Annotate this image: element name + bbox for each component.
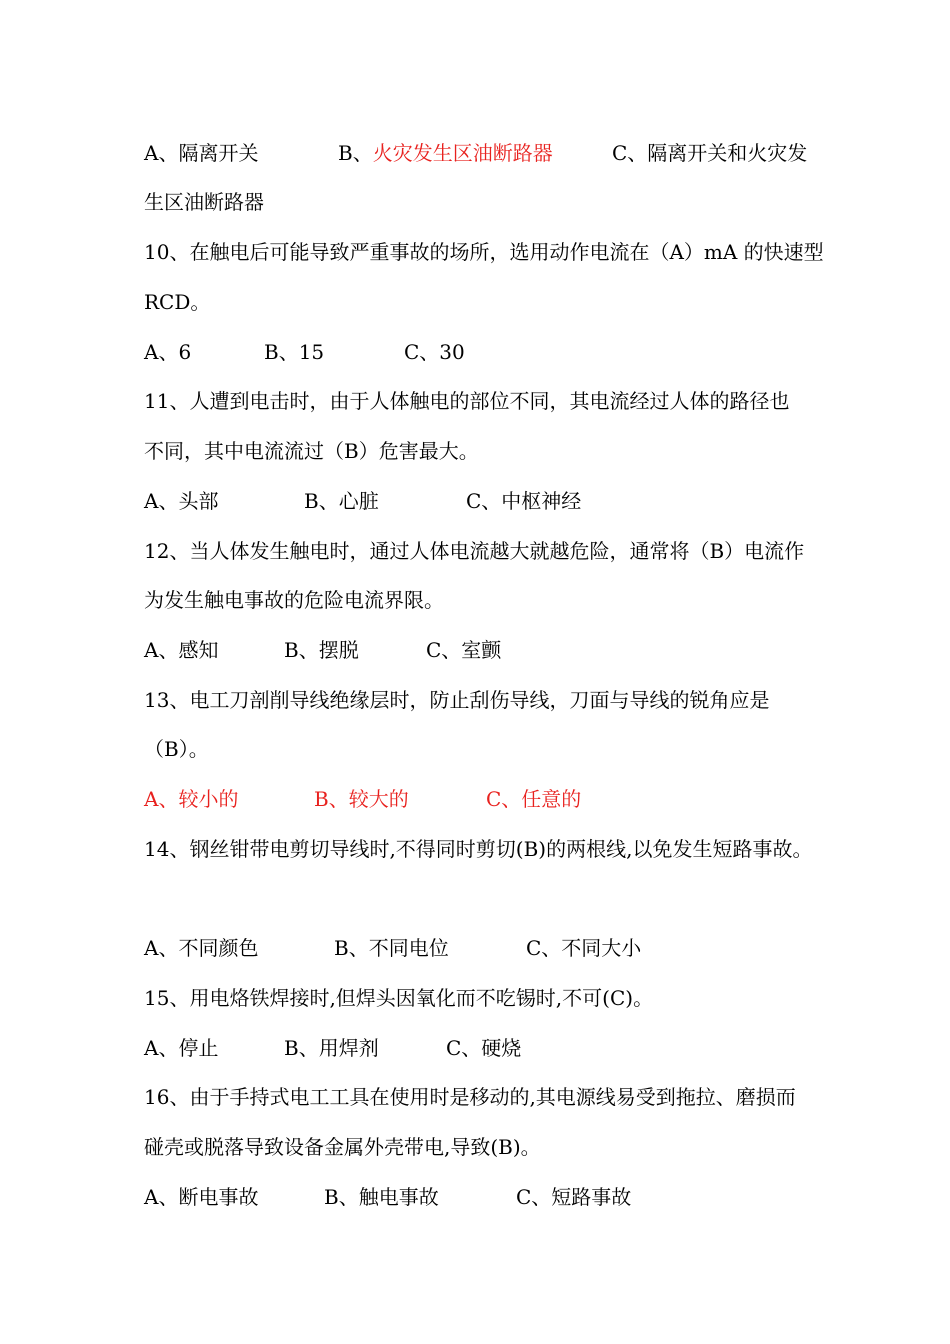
q15-option-b: B、用焊剂 xyxy=(284,1036,379,1060)
q11-text-line2: 不同，其中电流流过（B）危害最大。 xyxy=(144,439,479,463)
q16-option-b: B、触电事故 xyxy=(324,1185,439,1209)
q11-option-a: A、头部 xyxy=(144,489,219,513)
q15-text-line1: 15、用电烙铁焊接时,但焊头因氧化而不吃锡时,不可(C)。 xyxy=(144,986,654,1010)
q12-option-b: B、摆脱 xyxy=(284,638,359,662)
q9-option-b-answer: 火灾发生区油断路器 xyxy=(372,141,553,165)
q9-option-c: C、隔离开关和火灾发 xyxy=(612,141,808,165)
q16-option-a: A、断电事故 xyxy=(144,1185,259,1209)
q10-option-a: A、6 xyxy=(144,340,192,364)
q9-option-b xyxy=(338,140,553,166)
q10-text-line2: RCD。 xyxy=(144,290,211,314)
q16-option-c: C、短路事故 xyxy=(516,1185,632,1209)
q10-option-b: B、15 xyxy=(264,340,325,364)
q11-text-line1: 11、人遭到电击时，由于人体触电的部位不同，其电流经过人体的路径也 xyxy=(144,389,790,413)
q15-option-a: A、停止 xyxy=(144,1036,219,1060)
q9-option-b-letter: B、 xyxy=(338,141,373,165)
q16-text-line1: 16、由于手持式电工工具在使用时是移动的,其电源线易受到拖拉、磨损而 xyxy=(144,1085,796,1109)
q12-option-c: C、室颤 xyxy=(426,638,502,662)
q9-option-c-continued: 生区油断路器 xyxy=(144,190,264,214)
q10-text-line1: 10、在触电后可能导致严重事故的场所，选用动作电流在（A）mA 的快速型 xyxy=(144,240,824,264)
q13-option-a: A、较小的 xyxy=(144,787,239,811)
q11-option-b: B、心脏 xyxy=(304,489,379,513)
q12-option-a: A、感知 xyxy=(144,638,219,662)
q16-text-line2: 碰壳或脱落导致设备金属外壳带电,导致(B)。 xyxy=(144,1135,541,1159)
q9-option-a: A、隔离开关 xyxy=(144,141,259,165)
q12-text-line1: 12、当人体发生触电时，通过人体电流越大就越危险，通常将（B）电流作 xyxy=(144,539,805,563)
q11-option-c: C、中枢神经 xyxy=(466,489,582,513)
q13-text-line1: 13、电工刀剖削导线绝缘层时，防止刮伤导线，刀面与导线的锐角应是 xyxy=(144,688,770,712)
q13-option-c: C、任意的 xyxy=(486,787,582,811)
q13-option-b: B、较大的 xyxy=(314,787,409,811)
q13-text-line2: （B）。 xyxy=(144,737,209,761)
q14-option-a: A、不同颜色 xyxy=(144,936,259,960)
q14-text-line1: 14、钢丝钳带电剪切导线时,不得同时剪切(B)的两根线,以免发生短路事故。 xyxy=(144,837,813,861)
q10-option-c: C、30 xyxy=(404,340,465,364)
q14-option-c: C、不同大小 xyxy=(526,936,642,960)
q12-text-line2: 为发生触电事故的危险电流界限。 xyxy=(144,588,444,612)
q15-option-c: C、硬烧 xyxy=(446,1036,522,1060)
q14-option-b: B、不同电位 xyxy=(334,936,449,960)
